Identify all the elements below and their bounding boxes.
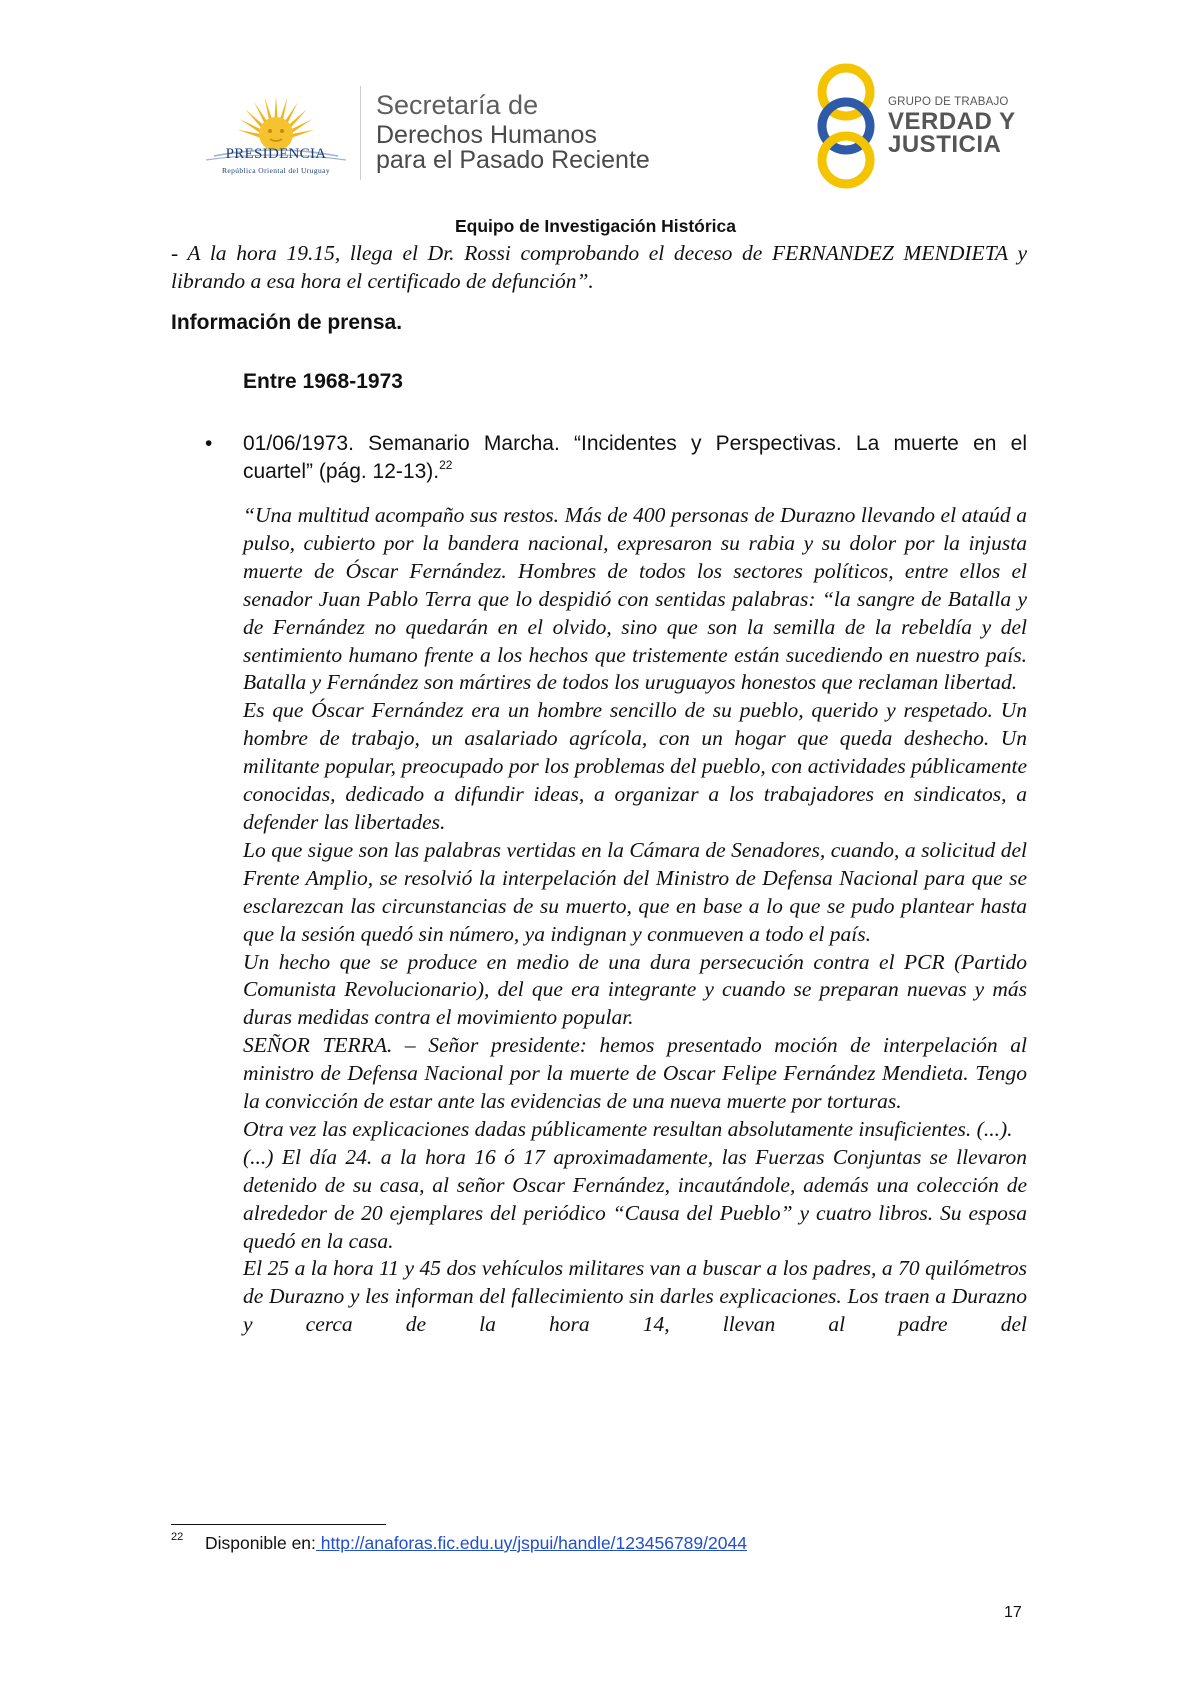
quote-paragraph: (...) El día 24. a la hora 16 ó 17 aproximadamente, las Fuerzas Conjuntas se llevaron detenido de su casa, al señor Oscar Fernández, incautándole, además una colección de alrededor de 20 ejemplares del periódico “Causa del Pueblo” y cuatro libros. Su esposa quedó en la casa. bbox=[243, 1144, 1027, 1253]
presidencia-name: PRESIDENCIA bbox=[225, 146, 327, 162]
verdad-justicia-rings-icon bbox=[808, 62, 900, 190]
footnote-number: 22 bbox=[171, 1531, 184, 1543]
page-header bbox=[0, 0, 1191, 200]
intro-paragraph: - A la hora 19.15, llega el Dr. Rossi comprobando el deceso de FERNANDEZ MENDIETA y librando a esa hora el certificado de defunción”. bbox=[171, 241, 1027, 293]
page-number: 17 bbox=[1004, 1604, 1022, 1621]
grupo-trabajo-justicia: JUSTICIA bbox=[888, 131, 1002, 158]
secretaria-title-line2: Derechos Humanos bbox=[376, 121, 597, 149]
quote-paragraph: “Una multitud acompaño sus restos. Más de 400 personas de Durazno llevando el ataúd a pulso, cubierto por la bandera nacional, expresaron su rabia y su dolor por la injusta muerte de Óscar Fernández. Hombres de todos los sectores políticos, entre ellos el senador Juan Pablo Terra que lo despidió con sentidas palabras: “la sangre de Batalla y de Fernández no quedarán en el olvido, sino que son la semilla de la rebeldía y del sentimiento humano frente a los hechos que tristemente están sucediendo en nuestro país. Batalla y Fernández son mártires de todos los uruguayos honestos que reclaman libertad. bbox=[243, 503, 1027, 695]
section-title: Información de prensa. bbox=[171, 311, 403, 334]
quote-paragraph: Es que Óscar Fernández era un hombre sencillo de su pueblo, querido y respetado. Un hombre de trabajo, un asalariado agrícola, con un hogar que queda deshecho. Un militante popular, preocupado por los problemas del pueblo, con actividades públicamente conocidas, dedicado a difundir ideas, a organizar a los trabajadores en sindicatos, a defender las libertades. bbox=[243, 698, 1027, 834]
bullet-marker: • bbox=[205, 432, 213, 455]
footnote-link[interactable]: http://anaforas.fic.edu.uy/jspui/handle/123456789/2044 bbox=[315, 1533, 747, 1553]
quote-paragraph: SEÑOR TERRA. – Señor presidente: hemos presentado moción de interpelación al ministro de Defensa Nacional por la muerte de Oscar Felipe Fernández Mendieta. Tengo la convicción de estar ante las evidencias de una nueva muerte por torturas. bbox=[243, 1033, 1027, 1114]
footnote bbox=[205, 1533, 747, 1554]
press-quote bbox=[243, 502, 1027, 1339]
footnote-reference[interactable]: 22 bbox=[439, 458, 453, 472]
quote-paragraph: El 25 a la hora 11 y 45 dos vehículos militares van a buscar a los padres, a 70 quilómetros de Durazno y les informan del fallecimiento sin darles explicaciones. Los traen a Durazno y cerca de la hora 14, llevan al padre del bbox=[243, 1256, 1027, 1337]
subsection-title: Entre 1968-1973 bbox=[243, 370, 403, 393]
footnote-label: Disponible en: bbox=[205, 1533, 316, 1553]
bullet-item bbox=[243, 430, 1027, 486]
quote-paragraph: Un hecho que se produce en medio de una dura persecución contra el PCR (Partido Comunista Revolucionario), del que era integrante y cuando se preparan nuevas y más duras medidas contra el movimiento popular. bbox=[243, 949, 1027, 1030]
presidencia-subtitle: República Oriental del Uruguay bbox=[221, 166, 330, 175]
quote-paragraph: Lo que sigue son las palabras vertidas en la Cámara de Senadores, cuando, a solicitud del Frente Amplio, se resolvió la interpelación del Ministro de Defensa Nacional para que se esclarezcan las circunstancias de su muerto, que en base a lo que se pudo plantear hasta que la sesión quedó sin número, ya indignan y conmueven a todo el país. bbox=[243, 837, 1027, 946]
team-title: Equipo de Investigación Histórica bbox=[454, 216, 737, 236]
bullet-text: 01/06/1973. Semanario Marcha. “Incidentes y Perspectivas. La muerte en el cuartel” (pág. 12-13). bbox=[243, 432, 1027, 483]
grupo-trabajo-label: GRUPO DE TRABAJO bbox=[888, 96, 1009, 108]
secretaria-title-line1: Secretaría de bbox=[376, 90, 539, 120]
quote-paragraph: Otra vez las explicaciones dadas públicamente resultan absolutamente insuficientes. (...). bbox=[243, 1116, 1013, 1141]
header-divider bbox=[360, 86, 361, 180]
grupo-trabajo-verdad: VERDAD Y bbox=[888, 108, 1016, 135]
secretaria-title-line3: para el Pasado Reciente bbox=[376, 146, 650, 174]
footnote-divider bbox=[171, 1524, 386, 1525]
